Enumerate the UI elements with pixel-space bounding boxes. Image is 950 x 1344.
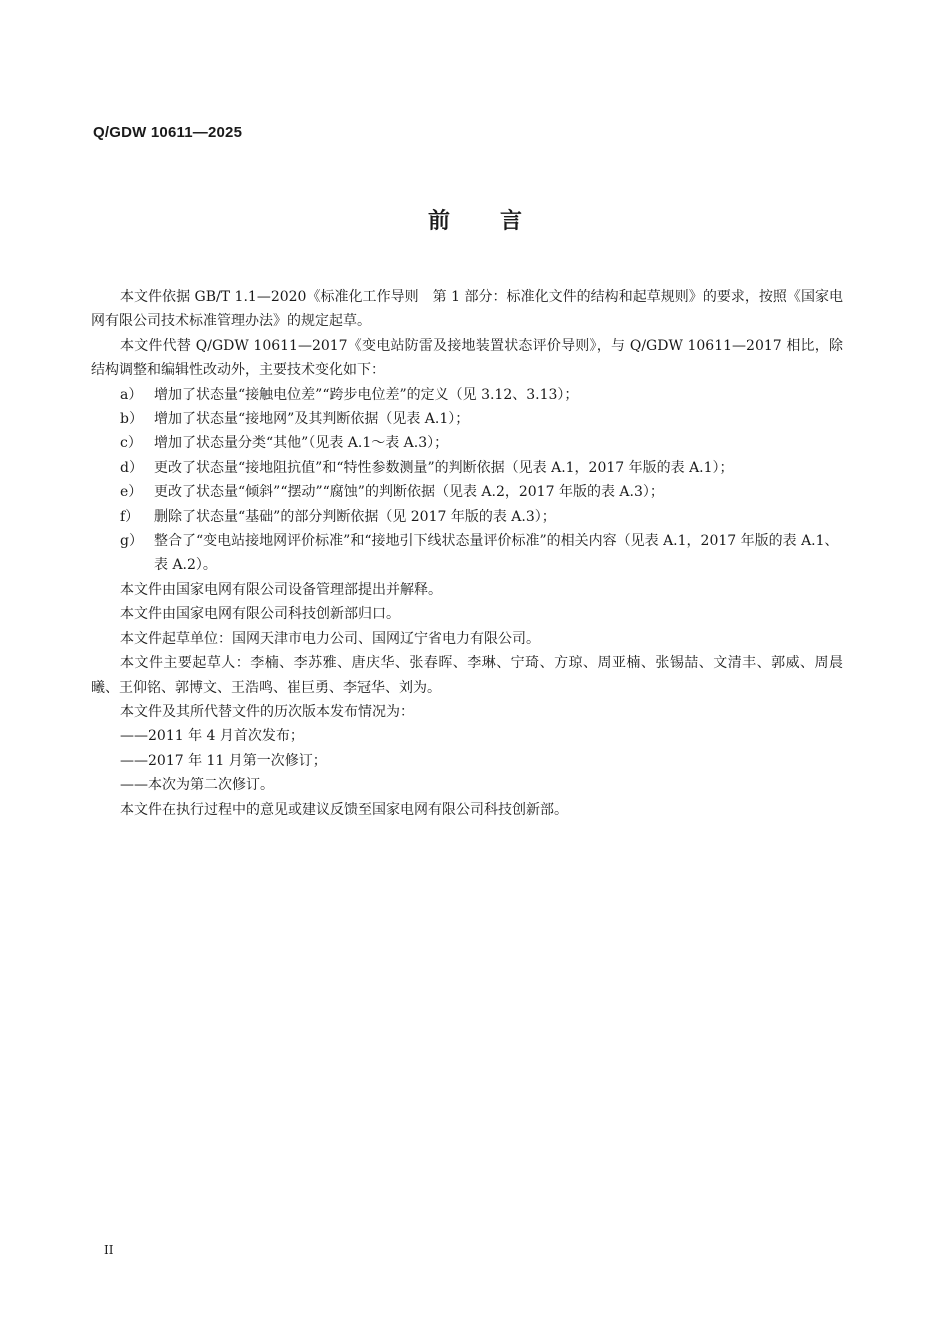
paragraph-drafting-units: 本文件起草单位：国网天津市电力公司、国网辽宁省电力有限公司。 [120, 630, 540, 647]
changes-list [91, 383, 843, 578]
list-marker: a） [120, 386, 143, 403]
paragraph-drafters: 本文件主要起草人：李楠、李苏雅、唐庆华、张春晖、李琳、宁琦、方琼、周亚楠、张锡喆、文清丰、郭威、周晨曦、王仰铭、郭博文、王浩鸣、崔巨勇、李冠华、刘为。 [91, 655, 843, 696]
list-item [91, 529, 843, 578]
list-marker: f） [120, 508, 140, 525]
list-item [91, 407, 843, 431]
history-item: ——2017 年 11 月第一次修订； [120, 752, 327, 769]
list-item [91, 456, 843, 480]
list-marker: c） [120, 435, 142, 452]
list-marker: b） [120, 411, 143, 428]
paragraph-feedback: 本文件在执行过程中的意见或建议反馈至国家电网有限公司科技创新部。 [120, 801, 568, 818]
list-marker: d） [120, 459, 143, 476]
page-number: II [104, 1243, 114, 1257]
title-char-1: 前 [427, 209, 450, 234]
document-code: Q/GDW 10611—2025 [93, 124, 243, 141]
list-item [91, 480, 843, 504]
list-item-text: 删除了状态量“基础”的部分判断依据（见 2017 年版的表 A.3）； [154, 508, 556, 525]
paragraph-history-intro: 本文件及其所代替文件的历次版本发布情况为： [120, 703, 414, 720]
list-item-text: 增加了状态量“接地网”及其判断依据（见表 A.1）； [154, 411, 470, 428]
list-item-text: 整合了“变电站接地网评价标准”和“接地引下线状态量评价标准”的相关内容（见表 A.1，2017 年版的表 A.1、表 A.2）。 [154, 533, 839, 574]
list-marker: e） [120, 484, 143, 501]
list-item [91, 431, 843, 455]
list-marker: g） [120, 533, 143, 550]
paragraph-replacement: 本文件代替 Q/GDW 10611—2017《变电站防雷及接地装置状态评价导则》，与 Q/GDW 10611—2017 相比，除结构调整和编辑性改动外，主要技术变化如下： [91, 337, 843, 379]
foreword-body [91, 285, 843, 822]
paragraph-basis: 本文件依据 GB/T 1.1—2020《标准化工作导则 第 1 部分：标准化文件的结构和起草规则》的要求，按照《国家电网有限公司技术标准管理办法》的规定起草。 [91, 289, 843, 330]
list-item [91, 383, 843, 407]
list-item-text: 更改了状态量“接地阻抗值”和“特性参数测量”的判断依据（见表 A.1，2017 年版的表 A.1）； [154, 459, 734, 476]
page-title [0, 204, 950, 235]
history-item: ——本次为第二次修订。 [120, 777, 274, 794]
list-item [91, 505, 843, 529]
history-list [91, 724, 843, 797]
paragraph-owner: 本文件由国家电网有限公司科技创新部归口。 [120, 606, 400, 623]
list-item-text: 增加了状态量分类“其他”（见表 A.1～表 A.3）； [154, 435, 449, 452]
list-item-text: 更改了状态量“倾斜”“摆动”“腐蚀”的判断依据（见表 A.2，2017 年版的表 A.3）； [154, 484, 664, 501]
title-char-2: 言 [500, 209, 523, 234]
list-item-text: 增加了状态量“接触电位差”“跨步电位差”的定义（见 3.12、3.13）； [154, 386, 579, 403]
history-item: ——2011 年 4 月首次发布； [120, 728, 304, 745]
paragraph-proposer: 本文件由国家电网有限公司设备管理部提出并解释。 [120, 581, 442, 598]
